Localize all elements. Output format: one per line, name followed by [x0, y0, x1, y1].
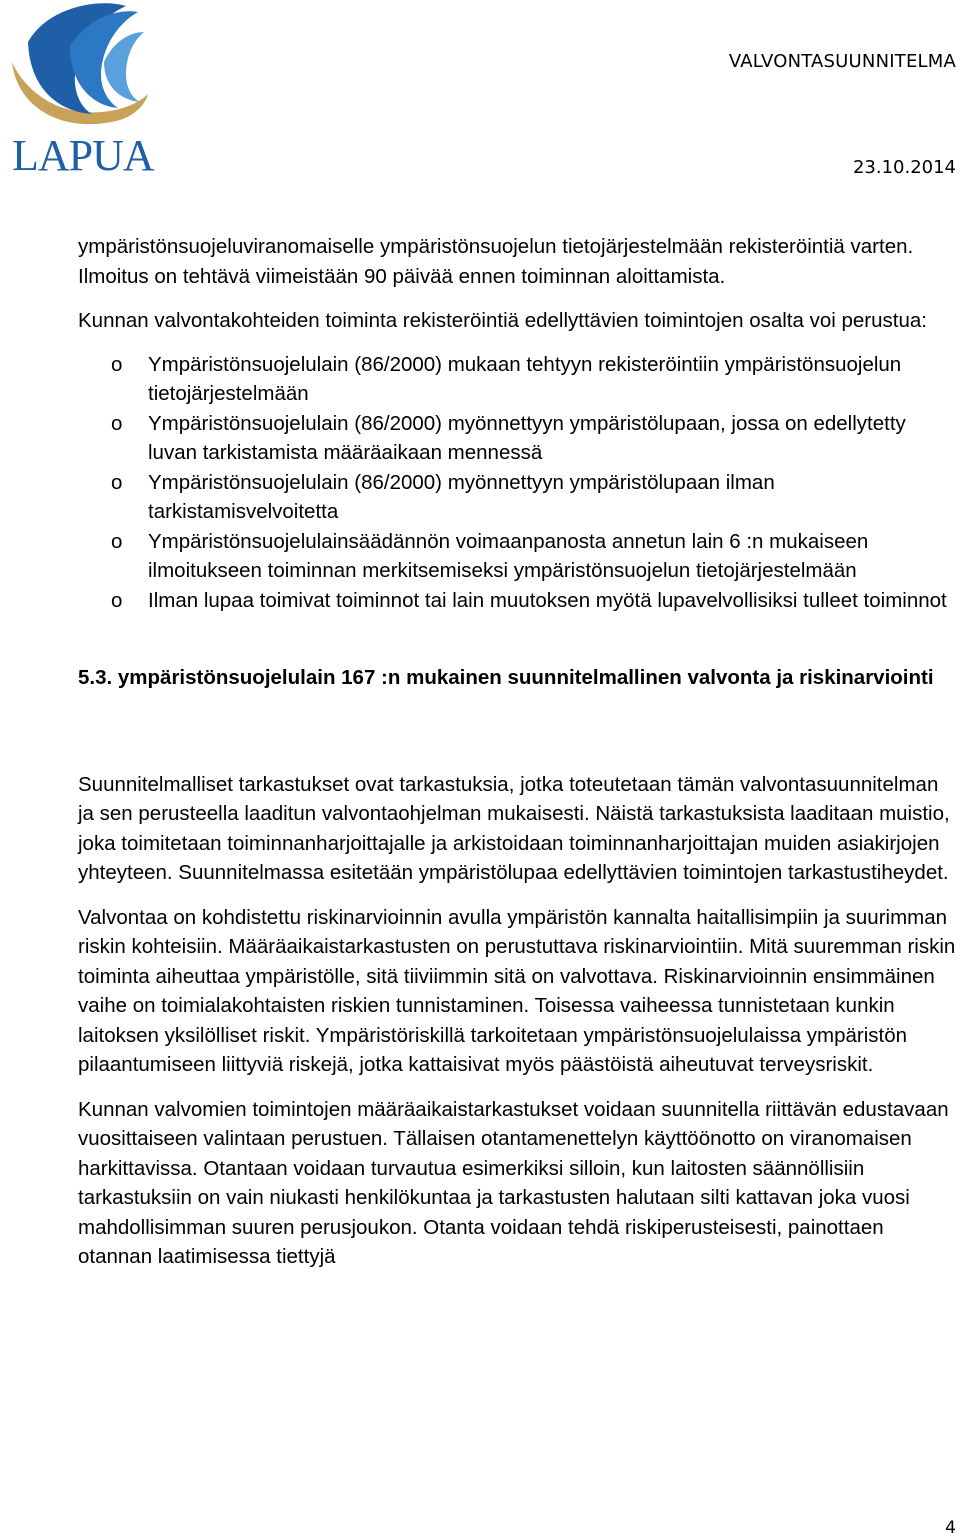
list-intro: Kunnan valvontakohteiden toiminta rekisteröintiä edellyttävien toimintojen osalta voi perustua:: [78, 309, 927, 332]
paragraph: Kunnan valvomien toimintojen määräaikaistarkastukset voidaan suunnitella riittävän edustavaan vuosittaiseen valintaan perustuen. Tällaisen otantamenettelyn käyttöönotto on viranomaisen harkittavissa. Otantaan voidaan turvautua esimerkiksi silloin, kun laitosten säännöllisiin tarkastuksiin on vain niukasti henkilökuntaa ja tarkastusten halutaan silti kattavan joka vuosi mahdollisimman suuren perusjoukon. Otanta voidaan tehdä riskiperusteisesti, painottaen otannan laatimisessa tiettyjä: [78, 1097, 949, 1268]
document-body: [78, 232, 958, 1272]
list-item-text: Ympäristönsuojelulainsäädännön voimaanpanosta annetun lain 6 :n mukaiseen ilmoitukseen toiminnan merkitsemiseksi ympäristönsuojelun tietojärjestelmään: [148, 529, 869, 582]
list-item: [78, 409, 958, 468]
list-item-text: Ilman lupaa toimivat toiminnot tai lain muutoksen myötä lupavelvollisiksi tulleet toiminnot: [148, 588, 947, 612]
list-item: [78, 527, 958, 586]
bullet-list: [78, 350, 958, 616]
list-item: [78, 350, 958, 409]
list-item: [78, 586, 958, 616]
bullet-marker: o: [111, 529, 123, 553]
bullet-marker: o: [111, 352, 123, 376]
lapua-logo: [8, 2, 154, 182]
list-item-text: Ympäristönsuojelulain (86/2000) myönnettyyn ympäristölupaan, jossa on edellytetty luvan tarkistamista määräaikaan mennessä: [148, 411, 906, 464]
bullet-marker: o: [111, 470, 123, 494]
section-heading: 5.3. ympäristönsuojelulain 167 :n mukainen suunnitelmallinen valvonta ja riskinarviointi: [78, 666, 934, 689]
bullet-marker: o: [111, 588, 123, 612]
document-date: 23.10.2014: [852, 157, 956, 178]
list-item-text: Ympäristönsuojelulain (86/2000) mukaan tehtyyn rekisteröintiin ympäristönsuojelun tietojärjestelmään: [148, 352, 902, 405]
list-item-text: Ympäristönsuojelulain (86/2000) myönnettyyn ympäristölupaan ilman tarkistamisvelvoitetta: [148, 470, 775, 523]
bullet-marker: o: [111, 411, 123, 435]
document-title: VALVONTASUUNNITELMA: [728, 51, 956, 72]
logo-text: LAPUA: [12, 131, 154, 180]
intro-continuation: ympäristönsuojeluviranomaiselle ympäristönsuojelun tietojärjestelmään rekisteröintiä varten. Ilmoitus on tehtävä viimeistään 90 päivää ennen toiminnan aloittamista.: [78, 235, 914, 288]
paragraph: Valvontaa on kohdistettu riskinarvioinnin avulla ympäristön kannalta haitallisimpiin ja suurimman riskin kohteisiin. Määräaikaistarkastusten on perustuttava riskinarviointiin. Mitä suuremman riskin toiminta aiheuttaa ympäristölle, sitä tiiviimmin sitä on valvottava. Riskinarvioinnin ensimmäinen vaihe on toimialakohtaisten riskien tunnistaminen. Toisessa vaiheessa tunnistetaan kunkin laitoksen yksilölliset riskit. Ympäristöriskillä tarkoitetaan ympäristönsuojelulaissa ympäristön pilaantumiseen liittyviä riskejä, jotka kattaisivat myös päästöistä aiheutuvat terveysriskit.: [78, 905, 956, 1076]
paragraph: Suunnitelmalliset tarkastukset ovat tarkastuksia, jotka toteutetaan tämän valvontasuunnitelman ja sen perusteella laaditun valvontaohjelman mukaisesti. Näistä tarkastuksista laaditaan muistio, joka toimitetaan toiminnanharjoittajalle ja arkistoidaan toiminnanharjoittajan muiden asiakirjojen yhteyteen. Suunnitelmassa esitetään ympäristölupaa edellyttävien toimintojen tarkastustiheydet.: [78, 772, 950, 884]
page-number: 4: [945, 1518, 956, 1538]
lapua-emblem-icon: [8, 2, 148, 137]
list-item: [78, 468, 958, 527]
